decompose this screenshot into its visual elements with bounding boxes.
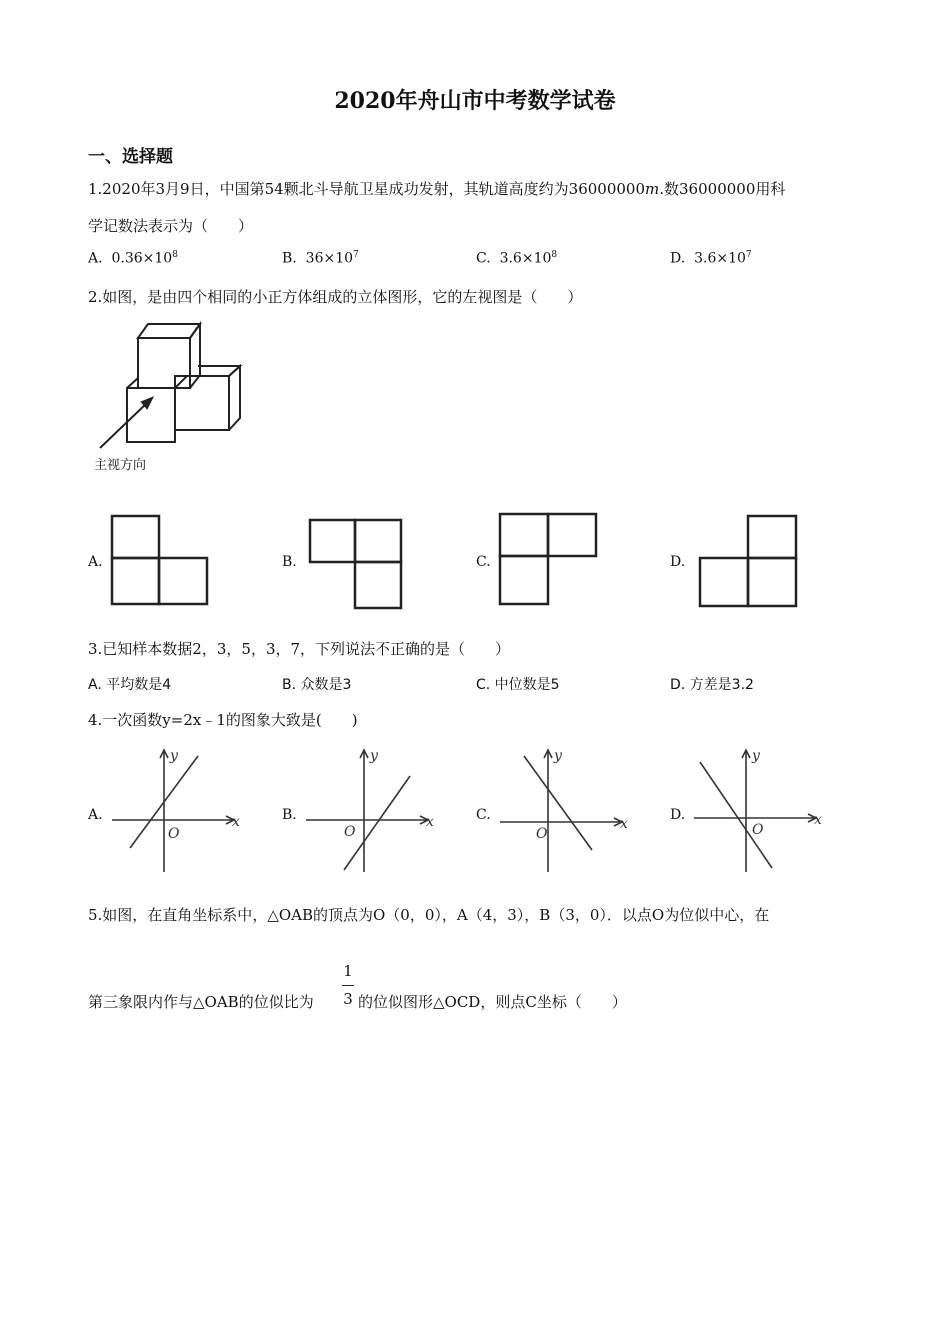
- q4-d-x-label: x: [814, 812, 822, 828]
- q5-fraction-bar: [342, 985, 354, 986]
- q2-option-d-label: D.: [670, 554, 686, 570]
- cube-figure: [90, 320, 250, 472]
- q2-option-c-figure: [498, 512, 600, 606]
- q2-option-c-label: C.: [476, 554, 491, 570]
- q1-text-b: .数36000000用科: [659, 180, 786, 198]
- q2-option-b-label: B.: [282, 554, 297, 570]
- q2-option-a-figure: [110, 514, 210, 606]
- q3-text: 3.已知样本数据2，3，5，3，7，下列说法不正确的是（ ）: [88, 640, 511, 658]
- q3-option-a: A. 平均数是4: [88, 677, 172, 693]
- q1-option-c: C. $3.6\times 10^8$: [476, 250, 558, 267]
- q1-unit: m: [645, 180, 660, 198]
- q2-text: 2.如图，是由四个相同的小正方体组成的立体图形，它的左视图是（ ）: [88, 288, 583, 306]
- q3-option-d: D. 方差是3.2: [670, 677, 754, 693]
- q4-d-y-label: y: [752, 748, 760, 764]
- q4-a-origin-label: O: [168, 826, 180, 842]
- q1-line2: 学记数法表示为（ ）: [88, 217, 254, 235]
- q4-option-c-label: C.: [476, 807, 491, 823]
- q1-option-d: D. $3.6\times 10^7$: [670, 250, 752, 267]
- q4-b-x-label: x: [426, 814, 434, 830]
- q4-a-x-label: x: [232, 814, 240, 830]
- q4-c-x-label: x: [620, 816, 628, 832]
- q2-option-d-figure: [698, 514, 800, 608]
- section-heading: 一、选择题: [88, 147, 173, 167]
- q4-option-a-label: A.: [88, 807, 103, 823]
- page-title: 2020年舟山市中考数学试卷: [334, 88, 616, 114]
- q5-fraction-numerator: 1: [343, 962, 353, 980]
- q5-fraction-denominator: 3: [343, 990, 353, 1008]
- q4-d-origin-label: O: [752, 822, 764, 838]
- q2-option-b-figure: [308, 518, 404, 610]
- cube-figure-caption: 主视方向: [94, 458, 147, 473]
- q5-line2-a: 第三象限内作与△OAB的位似比为: [88, 993, 314, 1011]
- q4-b-y-label: y: [370, 748, 378, 764]
- q4-c-y-label: y: [554, 748, 562, 764]
- q1-option-b: B. $36\times 10^7$: [282, 250, 359, 267]
- q1-option-a: A. $0.36\times 10^8$: [88, 250, 178, 267]
- q3-option-c: C. 中位数是5: [476, 677, 560, 693]
- q5-line1: 5.如图，在直角坐标系中，△OAB的顶点为O（0，0），A（4，3），B（3，0）．以点O为位似中心，在: [88, 906, 770, 924]
- q4-a-y-label: y: [170, 748, 178, 764]
- q4-c-origin-label: O: [536, 826, 548, 842]
- q4-option-b-graph: [302, 746, 442, 874]
- q4-option-b-label: B.: [282, 807, 297, 823]
- q4-option-a-graph: [108, 746, 248, 874]
- q4-option-d-graph: [690, 746, 840, 874]
- q1-line1: [88, 178, 785, 199]
- q3-option-b: B. 众数是3: [282, 677, 352, 693]
- q4-option-d-label: D.: [670, 807, 686, 823]
- q2-option-a-label: A.: [88, 554, 103, 570]
- q5-line2-b: 的位似图形△OCD，则点C坐标（ ）: [358, 993, 627, 1011]
- q4-option-c-graph: [496, 746, 636, 874]
- q4-b-origin-label: O: [344, 824, 356, 840]
- q4-text: 4.一次函数y=2x﹣1的图象大致是( ): [88, 711, 358, 729]
- q1-text-a: 1.2020年3月9日，中国第54颗北斗导航卫星成功发射，其轨道高度约为36000000: [88, 180, 646, 198]
